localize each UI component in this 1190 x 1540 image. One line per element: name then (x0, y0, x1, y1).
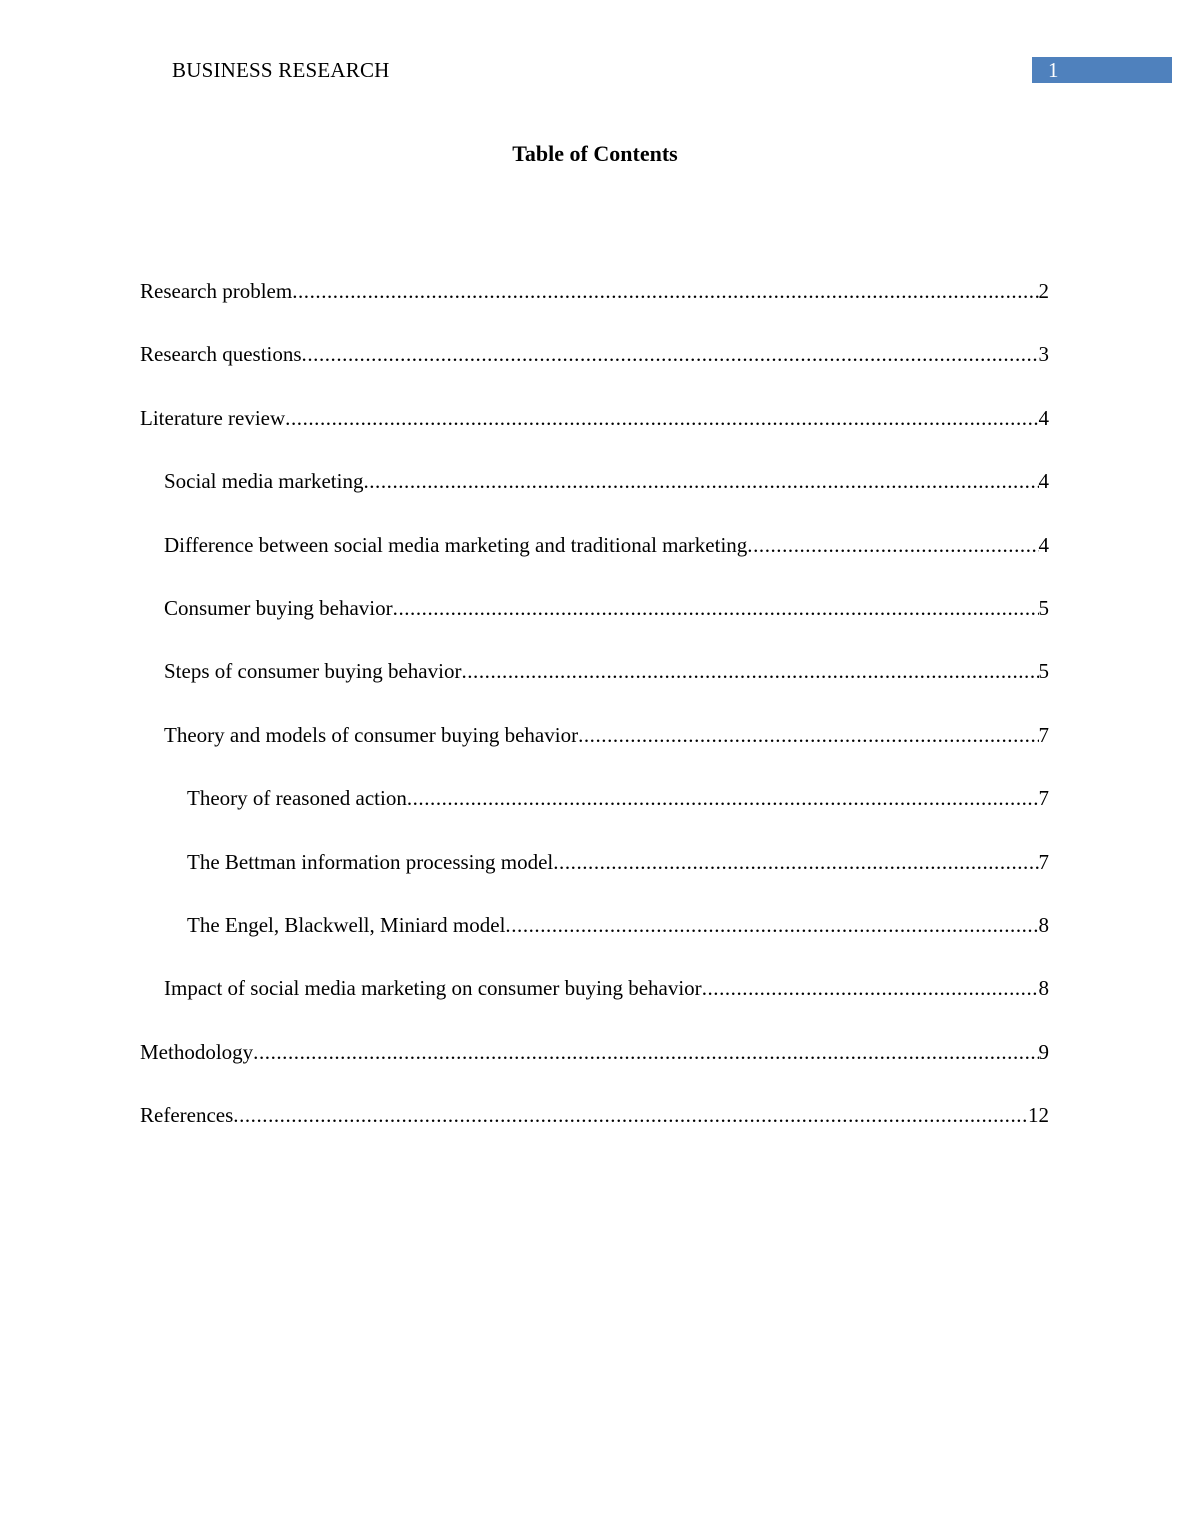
toc-entry-title: Social media marketing (164, 469, 364, 493)
toc-entry-title: Research questions (140, 342, 302, 366)
toc-entry-leader (285, 404, 1038, 432)
toc-entry-page: 4 (1038, 469, 1049, 493)
toc-entry-leader (747, 531, 1038, 559)
toc-entry-page: 2 (1038, 279, 1049, 303)
toc-entry-leader (505, 911, 1038, 939)
toc-entry[interactable] (164, 467, 1049, 495)
toc-entry-title: Methodology (140, 1040, 254, 1064)
toc-entry-page: 3 (1038, 342, 1049, 366)
toc-entry[interactable] (140, 1038, 1049, 1066)
toc-entry[interactable] (140, 1101, 1049, 1129)
toc-entry-leader (461, 657, 1038, 685)
toc-entry-page: 8 (1038, 913, 1049, 937)
toc-entry-leader (302, 340, 1039, 368)
toc-entry[interactable] (187, 848, 1049, 876)
toc-entry-page: 12 (1028, 1103, 1049, 1127)
toc-entry[interactable] (164, 721, 1049, 749)
toc-entry-title: Impact of social media marketing on consumer buying behavior (164, 976, 702, 1000)
toc-entry-leader (578, 721, 1038, 749)
toc-entry[interactable] (164, 657, 1049, 685)
toc-entry-page: 9 (1038, 1040, 1049, 1064)
toc-entry[interactable] (187, 911, 1049, 939)
toc-entry-page: 5 (1038, 596, 1049, 620)
toc-entry-title: Literature review (140, 406, 286, 430)
toc-entry-leader (233, 1101, 1028, 1129)
toc-entry-page: 7 (1038, 850, 1049, 874)
toc-entry[interactable] (187, 784, 1049, 812)
toc-entry-leader (363, 467, 1038, 495)
toc-entry-page: 7 (1038, 786, 1049, 810)
toc-entry-leader (393, 594, 1039, 622)
toc-entry-page: 8 (1038, 976, 1049, 1000)
toc-entry-page: 4 (1038, 406, 1049, 430)
toc-entry-title: The Bettman information processing model (187, 850, 554, 874)
toc-entry-leader (702, 974, 1039, 1002)
toc-entry-leader (292, 277, 1038, 305)
toc-entry-title: Research problem (140, 279, 293, 303)
toc-entry-title: Theory and models of consumer buying behavior (164, 723, 579, 747)
toc-entry-title: Steps of consumer buying behavior (164, 659, 462, 683)
toc-entry-page: 4 (1038, 533, 1049, 557)
toc-entry-title: Consumer buying behavior (164, 596, 393, 620)
toc-title: Table of Contents (512, 141, 678, 166)
toc-entry[interactable] (140, 277, 1049, 305)
toc-entry-leader (407, 784, 1039, 812)
toc-entry-page: 5 (1038, 659, 1049, 683)
toc-entry-title: Difference between social media marketing and traditional marketing (164, 533, 748, 557)
toc-entry-leader (553, 848, 1038, 876)
toc-entry-title: References (140, 1103, 234, 1127)
toc-entry-leader (253, 1038, 1038, 1066)
running-head: BUSINESS RESEARCH (172, 58, 390, 82)
toc-entry[interactable] (140, 340, 1049, 368)
page-number: 1 (1048, 58, 1059, 82)
toc-entry-page: 7 (1038, 723, 1049, 747)
toc-entry[interactable] (164, 974, 1049, 1002)
toc-entry-title: The Engel, Blackwell, Miniard model (187, 913, 506, 937)
toc-entry[interactable] (164, 531, 1049, 559)
toc-entry-title: Theory of reasoned action (187, 786, 407, 810)
toc-entry[interactable] (140, 404, 1049, 432)
toc-entry[interactable] (164, 594, 1049, 622)
